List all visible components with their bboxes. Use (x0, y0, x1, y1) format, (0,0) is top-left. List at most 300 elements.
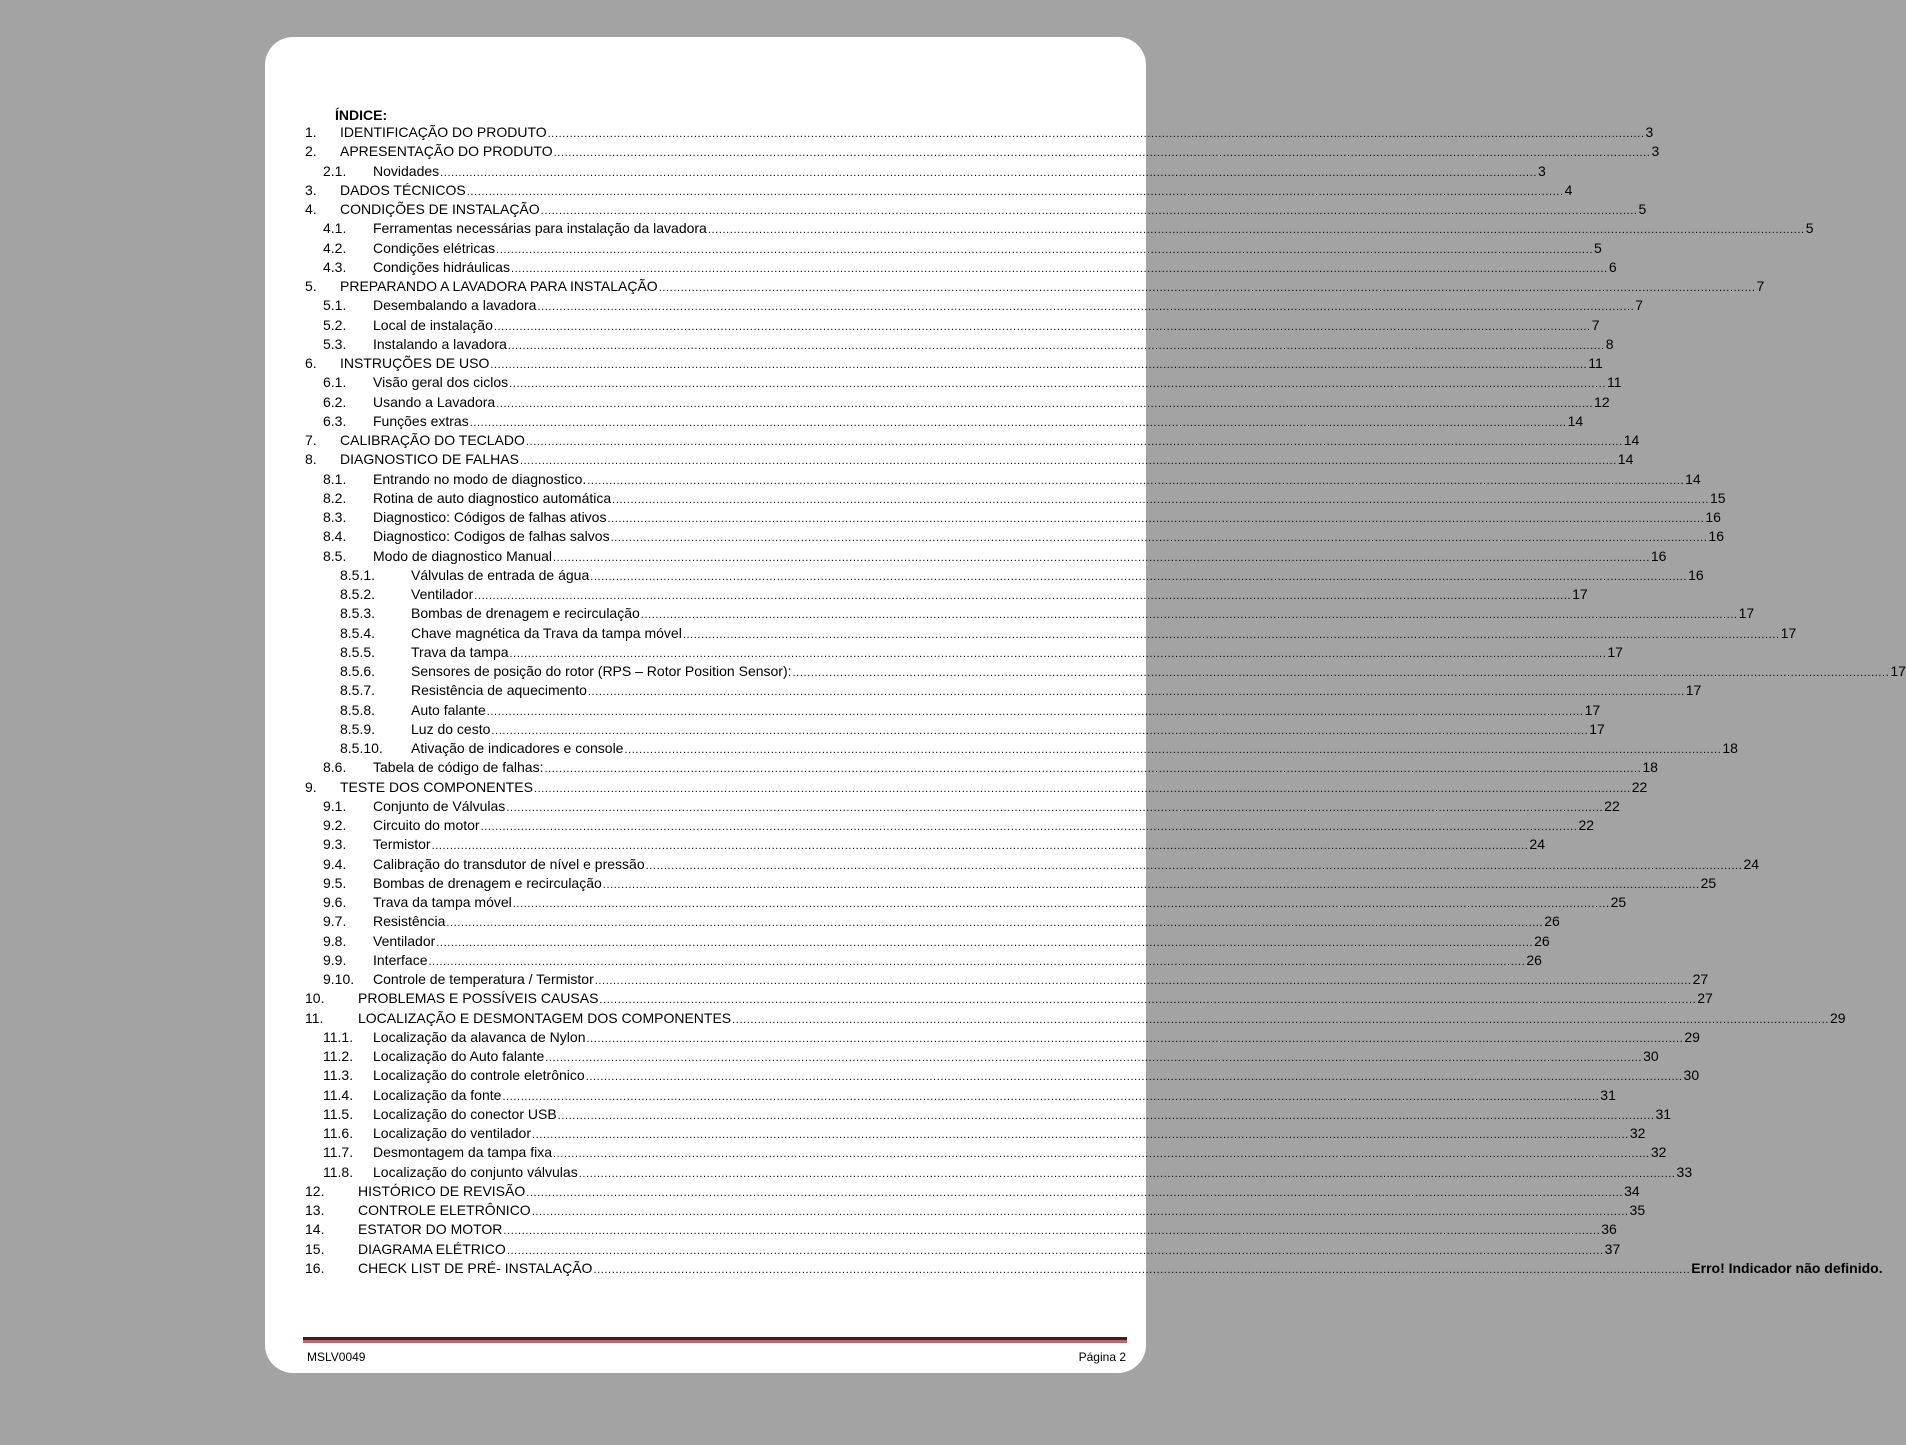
toc-entry-page: 31 (1655, 1105, 1672, 1122)
dot-leader: ............................................................................................................................................................................................................................................................................................................ (602, 878, 1700, 891)
toc-entry-page: 24 (1529, 836, 1545, 853)
dot-leader: ............................................................................................................................................................................................................................................................................................................ (526, 1186, 1624, 1199)
toc-entry-page: 30 (1683, 1067, 1700, 1084)
toc-entry-page: 17 (1890, 663, 1906, 679)
dot-leader: ............................................................................................................................................................................................................................................................................................................ (547, 128, 1645, 140)
toc-entry-page: 16 (1650, 547, 1667, 564)
toc-entry[interactable] (305, 450, 1634, 469)
dot-leader: ............................................................................................................................................................................................................................................................................................................ (491, 724, 1589, 737)
dot-leader: ............................................................................................................................................................................................................................................................................................................ (640, 609, 1738, 622)
toc-entry-number: 9.4. (323, 855, 347, 872)
toc-entry-title: Visão geral dos ciclos (373, 374, 509, 391)
toc-entry-page: 14 (1685, 470, 1701, 487)
dot-leader: ............................................................................................................................................................................................................................................................................................................ (645, 859, 1743, 872)
toc-entry-title: PREPARANDO A LAVADORA PARA INSTALAÇÃO (340, 278, 658, 294)
toc-entry-title: Bombas de drenagem e recirculação (373, 874, 602, 891)
toc-entry[interactable] (305, 1182, 1640, 1201)
toc-entry[interactable] (305, 585, 1588, 604)
toc-entry-number: 12. (305, 1182, 325, 1199)
toc-entry-line (411, 739, 1738, 760)
dot-leader: ............................................................................................................................................................................................................................................................................................................ (496, 243, 1594, 256)
toc-entry-line (373, 547, 1667, 568)
toc-entry[interactable] (305, 354, 1603, 373)
toc-entry[interactable] (305, 1047, 1659, 1066)
toc-entry-title: Válvulas de entrada de água (411, 566, 590, 583)
toc-entry-page: 25 (1700, 874, 1717, 891)
toc-entry-line (373, 393, 1610, 414)
toc-entry[interactable] (305, 1009, 1846, 1028)
toc-entry-page: 25 (1610, 894, 1627, 910)
toc-entry-number: 8.5.10. (340, 740, 383, 756)
toc-entry-page: 29 (1684, 1028, 1700, 1045)
toc-entry-title: IDENTIFICAÇÃO DO PRODUTO (340, 124, 547, 140)
toc-entry-page: 31 (1600, 1086, 1616, 1103)
toc-entry-title: Ventilador (373, 932, 436, 949)
toc-entry[interactable] (305, 835, 1545, 854)
toc-entry-page: 30 (1643, 1048, 1659, 1064)
toc-entry[interactable] (305, 739, 1738, 758)
toc-entry-line (373, 219, 1814, 240)
dot-leader: ............................................................................................................................................................................................................................................................................................................ (446, 917, 1544, 930)
toc-entry-line (373, 855, 1760, 876)
toc-entry-title: INSTRUÇÕES DE USO (340, 355, 490, 371)
toc-entry-line (373, 489, 1726, 510)
toc-entry-number: 4.1. (323, 220, 347, 237)
toc-entry-line (340, 778, 1648, 799)
toc-entry-title: Termistor (373, 836, 431, 853)
toc-entry-number: 8.5. (323, 547, 347, 564)
toc-entry[interactable] (305, 373, 1622, 392)
toc-entry[interactable] (305, 1163, 1693, 1182)
toc-entry-title: Sensores de posição do rotor (RPS – Rotor Position Sensor): (411, 663, 792, 679)
dot-leader: ............................................................................................................................................................................................................................................................................................................ (545, 1052, 1643, 1064)
toc-entry-title: Circuito do motor (373, 817, 480, 833)
toc-entry-title: Ferramentas necessárias para instalação da lavadora (373, 220, 707, 237)
toc-entry-number: 11.7. (323, 1144, 354, 1161)
toc-entry-line (340, 450, 1634, 471)
toc-entry[interactable] (305, 1124, 1646, 1143)
toc-entry-title: Interface (373, 951, 428, 968)
toc-entry-title: Localização do ventilador (373, 1125, 531, 1141)
toc-entry[interactable] (305, 1028, 1700, 1047)
toc-entry-page: 36 (1601, 1221, 1617, 1238)
toc-entry-number: 15. (305, 1240, 325, 1257)
toc-entry-line (373, 239, 1602, 260)
toc-entry-line (373, 758, 1658, 779)
dot-leader: ............................................................................................................................................................................................................................................................................................................ (525, 436, 1623, 448)
toc-entry-page: 3 (1645, 124, 1654, 140)
toc-entry-number: 7. (305, 432, 317, 448)
toc-entry[interactable] (305, 412, 1584, 431)
toc-entry-line (358, 1201, 1646, 1222)
toc-entry-page: 34 (1624, 1182, 1640, 1199)
dot-leader: ............................................................................................................................................................................................................................................................................................................ (624, 744, 1722, 756)
toc-entry-title: Localização do Auto falante (373, 1048, 545, 1064)
dot-leader: ............................................................................................................................................................................................................................................................................................................ (486, 705, 1584, 718)
toc-entry[interactable] (305, 1105, 1672, 1124)
toc-entry-number: 10. (305, 990, 325, 1007)
dot-leader: ............................................................................................................................................................................................................................................................................................................ (599, 994, 1697, 1007)
dot-leader: ............................................................................................................................................................................................................................................................................................................ (732, 1013, 1829, 1026)
toc-entry-page: 11 (1588, 355, 1603, 371)
toc-entry[interactable] (305, 296, 1644, 315)
toc-entry-page: 17 (1584, 701, 1601, 718)
toc-entry-page: 17 (1738, 605, 1755, 622)
toc-entry-line (373, 335, 1614, 356)
toc-entry-number: 8.5.3. (340, 605, 376, 622)
toc-entry-number: 9.5. (323, 874, 347, 891)
toc-entry[interactable] (305, 219, 1814, 238)
toc-entry-title: Desmontagem da tampa fixa (373, 1144, 552, 1161)
dot-leader: ............................................................................................................................................................................................................................................................................................................ (496, 397, 1594, 410)
toc-entry-line (373, 893, 1627, 914)
dot-leader: ............................................................................................................................................................................................................................................................................................................ (466, 185, 1564, 198)
toc-entry-number: 9.7. (323, 913, 347, 930)
document-page (265, 37, 1906, 1373)
toc-entry[interactable] (305, 758, 1658, 777)
toc-entry[interactable] (305, 162, 1546, 181)
toc-entry-number: 9. (305, 778, 317, 795)
toc-entry-line (373, 373, 1622, 394)
toc-entry[interactable] (305, 431, 1640, 450)
toc-entry-page: 37 (1604, 1240, 1621, 1257)
toc-entry-number: 2.1. (323, 162, 347, 179)
toc-entry[interactable] (305, 1201, 1646, 1220)
toc-entry-title: PROBLEMAS E POSSÍVEIS CAUSAS (358, 990, 599, 1007)
toc-entry[interactable] (305, 489, 1726, 508)
toc-entry-line (358, 989, 1713, 1010)
toc-entry-line (340, 142, 1660, 163)
toc-entry-number: 13. (305, 1202, 325, 1218)
toc-entry-number: 8.2. (323, 489, 347, 506)
dot-leader: ............................................................................................................................................................................................................................................................................................................ (490, 359, 1588, 371)
dot-leader: ............................................................................................................................................................................................................................................................................................................ (607, 513, 1705, 525)
toc-entry-number: 8.5.4. (340, 624, 376, 641)
toc-entry-line (373, 316, 1600, 337)
toc-entry-page: 18 (1722, 740, 1738, 756)
toc-entry-number: 8.5.5. (340, 643, 376, 660)
dot-leader: ............................................................................................................................................................................................................................................................................................................ (557, 1109, 1655, 1122)
dot-leader: ............................................................................................................................................................................................................................................................................................................ (519, 455, 1617, 468)
toc-entry-page: 8 (1605, 335, 1614, 352)
toc-entry-line (411, 681, 1702, 702)
toc-entry[interactable] (305, 1240, 1621, 1259)
toc-entry-line (411, 585, 1588, 606)
toc-entry-title: Tabela de código de falhas: (373, 759, 544, 776)
toc-entry[interactable] (305, 470, 1701, 489)
toc-entry-title: LOCALIZAÇÃO E DESMONTAGEM DOS COMPONENTES (358, 1009, 732, 1026)
dot-leader: ............................................................................................................................................................................................................................................................................................................ (610, 532, 1708, 545)
toc-entry[interactable] (305, 239, 1602, 258)
toc-entry[interactable] (305, 547, 1667, 566)
toc-entry-number: 11.8. (323, 1163, 354, 1180)
toc-entry-number: 11.6. (323, 1125, 354, 1141)
toc-entry-title: Funções extras (373, 412, 469, 429)
toc-entry-line (373, 874, 1717, 895)
toc-entry[interactable] (305, 335, 1614, 354)
toc-entry-title: Auto falante (411, 701, 486, 718)
toc-entry-number: 8.5.2. (340, 586, 376, 602)
toc-entry[interactable] (305, 316, 1600, 335)
toc-entry-number: 9.1. (323, 797, 347, 814)
dot-leader: ............................................................................................................................................................................................................................................................................................................ (480, 821, 1578, 833)
toc-entry-number: 4.2. (323, 239, 347, 256)
toc-entry[interactable] (305, 1086, 1616, 1105)
toc-entry[interactable] (305, 951, 1542, 970)
toc-entry-page: 32 (1650, 1144, 1667, 1161)
toc-entry-page: 18 (1642, 759, 1658, 776)
toc-entry-line (373, 1086, 1616, 1107)
dot-leader: ............................................................................................................................................................................................................................................................................................................ (506, 801, 1604, 814)
toc-entry-line (358, 1009, 1846, 1030)
toc-entry-number: 11.1. (323, 1028, 354, 1045)
toc-entry[interactable] (305, 1220, 1617, 1239)
toc-entry-number: 3. (305, 181, 317, 198)
toc-entry[interactable] (305, 893, 1627, 912)
dot-leader: ............................................................................................................................................................................................................................................................................................................ (552, 1148, 1650, 1161)
toc-entry-line (373, 797, 1620, 818)
toc-entry[interactable] (305, 912, 1560, 931)
toc-entry-page: 7 (1635, 297, 1644, 314)
toc-entry-line (411, 701, 1601, 722)
toc-entry-page: 22 (1631, 778, 1648, 795)
toc-entry-line (411, 662, 1906, 683)
footer-doc-code: MSLV0049 (307, 1350, 366, 1364)
toc-entry-number: 4. (305, 201, 317, 217)
toc-entry-number: 5.3. (323, 335, 347, 352)
toc-entry-page: 3 (1538, 162, 1546, 179)
toc-entry-line (340, 431, 1640, 452)
toc-entry-title: Diagnostico: Codigos de falhas salvos (373, 528, 610, 545)
toc-entry[interactable] (305, 797, 1620, 816)
toc-entry-number: 11. (305, 1009, 324, 1026)
footer-page-number: Página 2 (1078, 1350, 1126, 1364)
toc-entry[interactable] (305, 701, 1601, 720)
toc-entry-title: Chave magnética da Trava da tampa móvel (411, 624, 682, 641)
toc-entry-title: Novidades (373, 162, 440, 179)
toc-entry-line (411, 604, 1755, 625)
toc-entry-number: 8.5.8. (340, 701, 376, 718)
dot-leader: ............................................................................................................................................................................................................................................................................................................ (590, 570, 1688, 583)
dot-leader: ............................................................................................................................................................................................................................................................................................................ (428, 955, 1526, 968)
toc-entry-page: 33 (1676, 1163, 1693, 1180)
dot-leader: ............................................................................................................................................................................................................................................................................................................ (585, 1071, 1683, 1084)
toc-entry-number: 9.8. (323, 932, 347, 949)
toc-entry[interactable] (305, 181, 1573, 200)
dot-leader: ............................................................................................................................................................................................................................................................................................................ (436, 936, 1534, 949)
toc-entry-page: 22 (1604, 797, 1620, 814)
toc-entry-title: Localização do conector USB (373, 1105, 557, 1122)
toc-entry[interactable] (305, 989, 1713, 1008)
toc-entry-title: Conjunto de Válvulas (373, 797, 506, 814)
toc-entry-title: Ventilador (411, 586, 474, 602)
toc-entry[interactable] (305, 932, 1550, 951)
toc-entry-number: 8.1. (323, 470, 347, 487)
toc-entry-title: Local de instalação (373, 316, 493, 333)
toc-entry-title: CALIBRAÇÃO DO TECLADO (340, 432, 525, 448)
toc-entry[interactable] (305, 855, 1760, 874)
toc-entry-number: 8. (305, 451, 317, 468)
toc-entry-page: 24 (1743, 855, 1760, 872)
dot-leader: ............................................................................................................................................................................................................................................................................................................ (612, 493, 1710, 506)
toc-entry[interactable] (305, 1259, 1883, 1278)
toc-entry-title: Localização do conjunto válvulas (373, 1163, 578, 1180)
toc-entry-line (373, 296, 1644, 317)
dot-leader: ............................................................................................................................................................................................................................................................................................................ (658, 282, 1756, 294)
toc-entry-title: Controle de temperatura / Termistor (373, 971, 594, 987)
toc-entry-title: Instalando a lavadora (373, 335, 507, 352)
toc-entry-number: 8.6. (323, 759, 347, 776)
toc-entry-page: 26 (1534, 932, 1550, 949)
toc-entry-line (358, 1259, 1883, 1280)
toc-entry-page: 14 (1617, 451, 1634, 468)
toc-entry-title: Localização da fonte (373, 1086, 502, 1103)
toc-entry-page: 35 (1629, 1202, 1646, 1218)
toc-entry[interactable] (305, 200, 1647, 219)
toc-entry-title: APRESENTAÇÃO DO PRODUTO (340, 143, 553, 160)
toc-entry-page: 29 (1829, 1009, 1846, 1026)
toc-entry-title: Bombas de drenagem e recirculação (411, 605, 640, 622)
toc-entry[interactable] (305, 393, 1610, 412)
toc-entry-line (340, 354, 1603, 375)
dot-leader: ............................................................................................................................................................................................................................................................................................................ (532, 1129, 1629, 1141)
dot-leader: ............................................................................................................................................................................................................................................................................................................ (509, 647, 1607, 660)
toc-entry-title: Condições elétricas (373, 239, 496, 256)
dot-leader: ............................................................................................................................................................................................................................................................................................................ (578, 1167, 1676, 1180)
toc-entry[interactable] (305, 874, 1717, 893)
toc-entry-page: 17 (1685, 682, 1702, 699)
dot-leader: ............................................................................................................................................................................................................................................................................................................ (510, 262, 1608, 275)
toc-entry-page: 5 (1594, 239, 1602, 256)
dot-leader: ............................................................................................................................................................................................................................................................................................................ (537, 301, 1635, 314)
toc-entry-line (358, 1220, 1617, 1241)
toc-entry-line (340, 123, 1654, 144)
dot-leader: ............................................................................................................................................................................................................................................................................................................ (540, 205, 1638, 217)
toc-entry[interactable] (305, 643, 1623, 662)
toc-entry-title: Ativação de indicadores e console (411, 740, 624, 756)
toc-entry-line (373, 412, 1584, 433)
toc-entry-page: 16 (1688, 566, 1704, 583)
toc-entry-number: 8.5.6. (340, 663, 376, 679)
toc-entry-line (373, 835, 1545, 856)
toc-entry-page: 17 (1589, 720, 1605, 737)
toc-entry-page: 17 (1780, 624, 1797, 641)
toc-entry-line (358, 1240, 1621, 1261)
toc-entry-number: 8.5.7. (340, 682, 376, 699)
dot-leader: ............................................................................................................................................................................................................................................................................................................ (544, 763, 1642, 776)
dot-leader: ............................................................................................................................................................................................................................................................................................................ (509, 378, 1606, 391)
toc-entry-number: 9.10. (323, 971, 355, 987)
dot-leader: ............................................................................................................................................................................................................................................................................................................ (593, 1263, 1691, 1276)
toc-entry-line (340, 277, 1765, 298)
toc-entry-page: 11 (1607, 374, 1622, 391)
toc-entry[interactable] (305, 1143, 1667, 1162)
dot-leader: ............................................................................................................................................................................................................................................................................................................ (533, 782, 1631, 795)
toc-entry-page: 4 (1564, 181, 1573, 198)
toc-entry-number: 14. (305, 1221, 325, 1238)
toc-entry-page: 32 (1629, 1125, 1646, 1141)
table-of-contents (305, 123, 1906, 1278)
toc-entry[interactable] (305, 816, 1595, 835)
toc-entry-number: 6.1. (323, 374, 347, 391)
toc-entry-line (358, 1182, 1640, 1203)
toc-entry[interactable] (305, 566, 1704, 585)
toc-entry-title: CHECK LIST DE PRÉ- INSTALAÇÃO (358, 1259, 593, 1276)
toc-entry-title: ESTATOR DO MOTOR (358, 1221, 503, 1238)
toc-entry-page: 27 (1697, 990, 1713, 1007)
toc-entry-title: Diagnostico: Códigos de falhas ativos (373, 509, 607, 525)
dot-leader: ............................................................................................................................................................................................................................................................................................................ (474, 590, 1572, 602)
dot-leader: ............................................................................................................................................................................................................................................................................................................ (503, 1225, 1601, 1238)
dot-leader: ............................................................................................................................................................................................................................................................................................................ (587, 686, 1685, 699)
toc-entry-page: 7 (1756, 278, 1765, 294)
toc-entry-line (373, 1028, 1700, 1049)
toc-entry[interactable] (305, 1066, 1700, 1085)
toc-entry[interactable] (305, 624, 1797, 643)
toc-entry-title: Trava da tampa (411, 643, 509, 660)
toc-entry-title: Calibração do transdutor de nível e pressão (373, 855, 645, 872)
dot-leader: ............................................................................................................................................................................................................................................................................................................ (507, 339, 1605, 352)
toc-entry-number: 9.6. (323, 894, 347, 910)
toc-entry-line (340, 200, 1647, 221)
toc-entry[interactable] (305, 681, 1702, 700)
toc-entry[interactable] (305, 277, 1765, 296)
toc-entry[interactable] (305, 142, 1660, 161)
toc-entry[interactable] (305, 662, 1906, 681)
toc-entry-page: 15 (1710, 489, 1726, 506)
toc-entry-line (411, 566, 1704, 587)
toc-entry[interactable] (305, 778, 1648, 797)
toc-entry[interactable] (305, 527, 1724, 546)
toc-entry[interactable] (305, 970, 1709, 989)
toc-entry-page: 17 (1572, 586, 1588, 602)
toc-entry-title: Entrando no modo de diagnostico. (373, 470, 587, 487)
dot-leader: ............................................................................................................................................................................................................................................................................................................ (469, 416, 1567, 429)
toc-entry-number: 11.4. (323, 1086, 354, 1103)
toc-entry-title: Localização da alavanca de Nylon (373, 1028, 586, 1045)
toc-entry-number: 9.9. (323, 951, 347, 968)
toc-entry-title: CONTROLE ELETRÔNICO (358, 1202, 531, 1218)
dot-leader: ............................................................................................................................................................................................................................................................................................................ (440, 166, 1537, 179)
toc-entry-page: 3 (1651, 143, 1660, 160)
dot-leader: ............................................................................................................................................................................................................................................................................................................ (792, 667, 1890, 679)
toc-entry-title: Resistência (373, 913, 446, 930)
toc-entry[interactable] (305, 720, 1605, 739)
toc-entry-line (373, 1066, 1700, 1087)
toc-entry-page: 14 (1623, 432, 1640, 448)
toc-entry-title: DIAGRAMA ELÉTRICO (358, 1240, 506, 1257)
dot-leader: ............................................................................................................................................................................................................................................................................................................ (594, 975, 1692, 987)
toc-entry[interactable] (305, 508, 1721, 527)
toc-entry-number: 5.2. (323, 316, 347, 333)
toc-entry-title: Usando a Lavadora (373, 393, 496, 410)
toc-entry-number: 11.5. (323, 1105, 354, 1122)
toc-entry[interactable] (305, 258, 1617, 277)
toc-entry-page: 17 (1607, 643, 1623, 660)
toc-entry-title: Rotina de auto diagnostico automática (373, 489, 612, 506)
toc-entry[interactable] (305, 604, 1755, 623)
toc-entry-title: Condições hidráulicas (373, 258, 510, 275)
toc-entry-title: Luz do cesto (411, 720, 491, 737)
toc-entry-number: 11.2. (323, 1048, 354, 1064)
toc-entry[interactable] (305, 123, 1654, 142)
toc-entry-page: 5 (1638, 201, 1647, 217)
toc-entry-page: 5 (1805, 220, 1814, 237)
dot-leader: ............................................................................................................................................................................................................................................................................................................ (553, 147, 1651, 160)
toc-entry-number: 4.3. (323, 258, 347, 275)
toc-entry-page: 22 (1578, 817, 1595, 833)
toc-entry-line (373, 1143, 1667, 1164)
